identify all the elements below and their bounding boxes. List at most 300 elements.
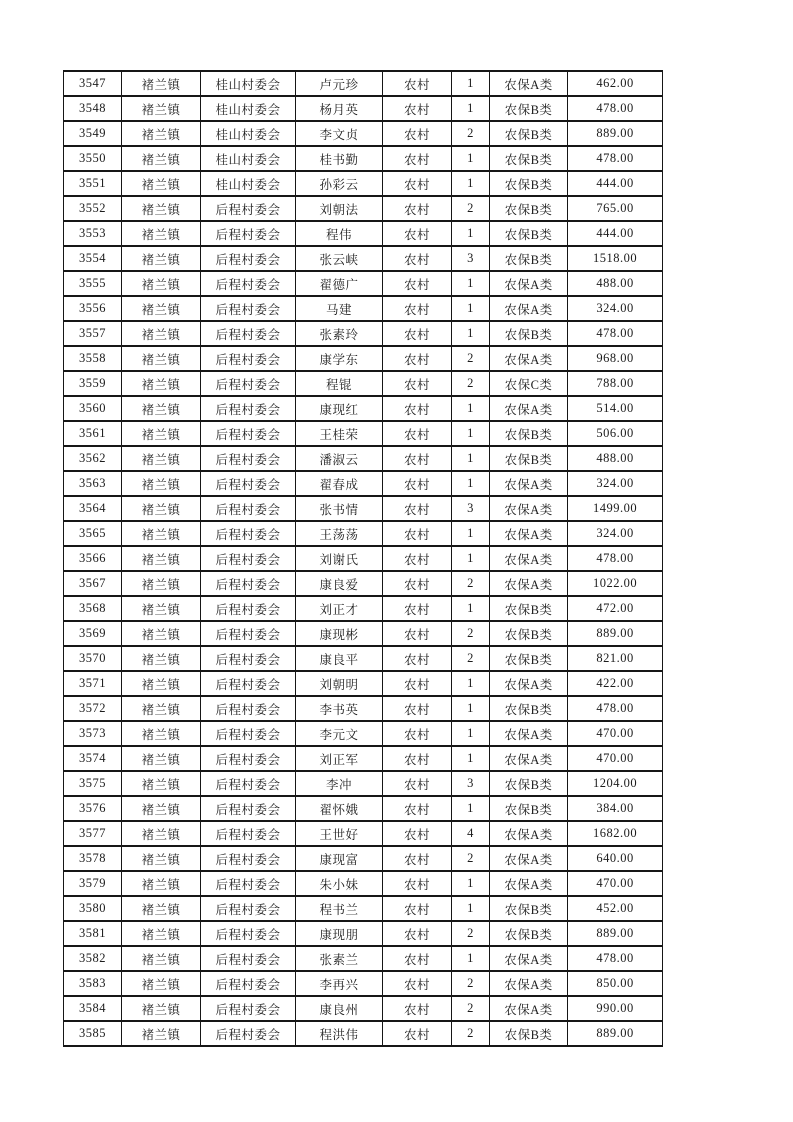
cell-amount: 478.00 <box>568 546 663 571</box>
cell-town: 褚兰镇 <box>122 971 201 996</box>
cell-area-type: 农村 <box>383 746 452 771</box>
cell-village-committee: 后程村委会 <box>201 496 296 521</box>
cell-insurance-category: 农保B类 <box>490 621 568 646</box>
table-row <box>64 996 663 1021</box>
cell-amount: 324.00 <box>568 521 663 546</box>
cell-person-name: 李书英 <box>296 696 383 721</box>
cell-person-name: 潘淑云 <box>296 446 383 471</box>
cell-person-name: 康良爱 <box>296 571 383 596</box>
cell-area-type: 农村 <box>383 271 452 296</box>
table-row <box>64 771 663 796</box>
cell-area-type: 农村 <box>383 146 452 171</box>
cell-town: 褚兰镇 <box>122 721 201 746</box>
cell-town: 褚兰镇 <box>122 746 201 771</box>
cell-village-committee: 后程村委会 <box>201 396 296 421</box>
cell-amount: 422.00 <box>568 671 663 696</box>
cell-amount: 889.00 <box>568 921 663 946</box>
cell-amount: 640.00 <box>568 846 663 871</box>
table-row <box>64 721 663 746</box>
cell-village-committee: 后程村委会 <box>201 421 296 446</box>
cell-town: 褚兰镇 <box>122 171 201 196</box>
cell-village-committee: 后程村委会 <box>201 771 296 796</box>
cell-village-committee: 后程村委会 <box>201 446 296 471</box>
cell-town: 褚兰镇 <box>122 321 201 346</box>
cell-serial-number: 3556 <box>64 296 122 321</box>
cell-person-count: 1 <box>452 546 490 571</box>
cell-person-count: 3 <box>452 246 490 271</box>
cell-town: 褚兰镇 <box>122 571 201 596</box>
cell-amount: 821.00 <box>568 646 663 671</box>
cell-village-committee: 后程村委会 <box>201 196 296 221</box>
cell-person-name: 刘正才 <box>296 596 383 621</box>
cell-person-name: 卢元珍 <box>296 71 383 96</box>
cell-amount: 478.00 <box>568 96 663 121</box>
cell-person-count: 2 <box>452 996 490 1021</box>
cell-village-committee: 后程村委会 <box>201 721 296 746</box>
cell-insurance-category: 农保A类 <box>490 846 568 871</box>
cell-town: 褚兰镇 <box>122 696 201 721</box>
cell-serial-number: 3553 <box>64 221 122 246</box>
table-row <box>64 521 663 546</box>
cell-person-count: 2 <box>452 346 490 371</box>
cell-town: 褚兰镇 <box>122 671 201 696</box>
table-row <box>64 596 663 621</box>
cell-serial-number: 3568 <box>64 596 122 621</box>
cell-serial-number: 3551 <box>64 171 122 196</box>
cell-person-count: 3 <box>452 771 490 796</box>
cell-serial-number: 3565 <box>64 521 122 546</box>
cell-person-name: 康良州 <box>296 996 383 1021</box>
cell-amount: 478.00 <box>568 946 663 971</box>
table-row <box>64 896 663 921</box>
cell-person-name: 王荡荡 <box>296 521 383 546</box>
cell-insurance-category: 农保B类 <box>490 896 568 921</box>
cell-serial-number: 3575 <box>64 771 122 796</box>
cell-serial-number: 3548 <box>64 96 122 121</box>
cell-amount: 968.00 <box>568 346 663 371</box>
cell-person-count: 4 <box>452 821 490 846</box>
cell-insurance-category: 农保B类 <box>490 121 568 146</box>
cell-person-name: 康现朋 <box>296 921 383 946</box>
cell-amount: 1518.00 <box>568 246 663 271</box>
cell-person-count: 1 <box>452 171 490 196</box>
table-row <box>64 546 663 571</box>
cell-amount: 990.00 <box>568 996 663 1021</box>
cell-area-type: 农村 <box>383 321 452 346</box>
cell-town: 褚兰镇 <box>122 421 201 446</box>
cell-amount: 384.00 <box>568 796 663 821</box>
cell-person-name: 张云峡 <box>296 246 383 271</box>
cell-village-committee: 后程村委会 <box>201 271 296 296</box>
cell-person-name: 张素玲 <box>296 321 383 346</box>
cell-person-count: 2 <box>452 646 490 671</box>
table-row <box>64 471 663 496</box>
cell-serial-number: 3579 <box>64 871 122 896</box>
cell-serial-number: 3570 <box>64 646 122 671</box>
cell-town: 褚兰镇 <box>122 896 201 921</box>
cell-person-name: 桂书勤 <box>296 146 383 171</box>
cell-amount: 514.00 <box>568 396 663 421</box>
cell-insurance-category: 农保B类 <box>490 321 568 346</box>
cell-serial-number: 3578 <box>64 846 122 871</box>
cell-insurance-category: 农保A类 <box>490 821 568 846</box>
table-row <box>64 396 663 421</box>
cell-town: 褚兰镇 <box>122 921 201 946</box>
cell-area-type: 农村 <box>383 671 452 696</box>
cell-village-committee: 后程村委会 <box>201 896 296 921</box>
cell-serial-number: 3569 <box>64 621 122 646</box>
cell-person-count: 2 <box>452 371 490 396</box>
table-row <box>64 171 663 196</box>
cell-village-committee: 后程村委会 <box>201 821 296 846</box>
cell-person-name: 康良平 <box>296 646 383 671</box>
cell-area-type: 农村 <box>383 496 452 521</box>
cell-person-name: 李冲 <box>296 771 383 796</box>
cell-insurance-category: 农保A类 <box>490 496 568 521</box>
cell-area-type: 农村 <box>383 696 452 721</box>
cell-village-committee: 后程村委会 <box>201 696 296 721</box>
cell-serial-number: 3547 <box>64 71 122 96</box>
table-row <box>64 296 663 321</box>
cell-area-type: 农村 <box>383 996 452 1021</box>
cell-town: 褚兰镇 <box>122 646 201 671</box>
cell-village-committee: 桂山村委会 <box>201 121 296 146</box>
cell-serial-number: 3564 <box>64 496 122 521</box>
cell-village-committee: 后程村委会 <box>201 596 296 621</box>
cell-village-committee: 后程村委会 <box>201 321 296 346</box>
cell-area-type: 农村 <box>383 771 452 796</box>
cell-insurance-category: 农保A类 <box>490 746 568 771</box>
cell-person-name: 翟怀娥 <box>296 796 383 821</box>
cell-person-count: 1 <box>452 421 490 446</box>
cell-serial-number: 3566 <box>64 546 122 571</box>
cell-person-count: 2 <box>452 846 490 871</box>
cell-serial-number: 3563 <box>64 471 122 496</box>
cell-area-type: 农村 <box>383 946 452 971</box>
cell-serial-number: 3584 <box>64 996 122 1021</box>
cell-area-type: 农村 <box>383 596 452 621</box>
pension-subsidy-table <box>63 70 663 1047</box>
cell-insurance-category: 农保B类 <box>490 796 568 821</box>
cell-town: 褚兰镇 <box>122 771 201 796</box>
cell-person-name: 李元文 <box>296 721 383 746</box>
cell-amount: 765.00 <box>568 196 663 221</box>
cell-amount: 462.00 <box>568 71 663 96</box>
cell-insurance-category: 农保B类 <box>490 446 568 471</box>
cell-amount: 488.00 <box>568 446 663 471</box>
cell-village-committee: 后程村委会 <box>201 846 296 871</box>
cell-person-name: 孙彩云 <box>296 171 383 196</box>
table-row <box>64 846 663 871</box>
table-row <box>64 646 663 671</box>
table-row <box>64 271 663 296</box>
cell-insurance-category: 农保B类 <box>490 146 568 171</box>
cell-town: 褚兰镇 <box>122 246 201 271</box>
cell-village-committee: 后程村委会 <box>201 746 296 771</box>
table-row <box>64 96 663 121</box>
cell-serial-number: 3550 <box>64 146 122 171</box>
table-body <box>64 71 663 1046</box>
cell-amount: 452.00 <box>568 896 663 921</box>
cell-town: 褚兰镇 <box>122 546 201 571</box>
cell-person-count: 1 <box>452 296 490 321</box>
cell-insurance-category: 农保A类 <box>490 871 568 896</box>
cell-area-type: 农村 <box>383 796 452 821</box>
cell-insurance-category: 农保A类 <box>490 521 568 546</box>
cell-person-count: 2 <box>452 571 490 596</box>
cell-person-count: 1 <box>452 321 490 346</box>
cell-serial-number: 3573 <box>64 721 122 746</box>
cell-village-committee: 后程村委会 <box>201 946 296 971</box>
cell-village-committee: 后程村委会 <box>201 871 296 896</box>
table-row <box>64 571 663 596</box>
cell-amount: 1499.00 <box>568 496 663 521</box>
cell-insurance-category: 农保B类 <box>490 196 568 221</box>
cell-area-type: 农村 <box>383 1021 452 1046</box>
cell-village-committee: 后程村委会 <box>201 971 296 996</box>
cell-serial-number: 3574 <box>64 746 122 771</box>
cell-person-name: 王世好 <box>296 821 383 846</box>
cell-person-count: 2 <box>452 1021 490 1046</box>
cell-serial-number: 3562 <box>64 446 122 471</box>
cell-serial-number: 3572 <box>64 696 122 721</box>
table-row <box>64 696 663 721</box>
cell-insurance-category: 农保B类 <box>490 596 568 621</box>
cell-area-type: 农村 <box>383 296 452 321</box>
cell-insurance-category: 农保A类 <box>490 271 568 296</box>
cell-amount: 444.00 <box>568 221 663 246</box>
cell-insurance-category: 农保B类 <box>490 1021 568 1046</box>
cell-amount: 1682.00 <box>568 821 663 846</box>
cell-village-committee: 后程村委会 <box>201 296 296 321</box>
cell-insurance-category: 农保A类 <box>490 71 568 96</box>
cell-amount: 889.00 <box>568 1021 663 1046</box>
cell-town: 褚兰镇 <box>122 221 201 246</box>
cell-person-name: 王桂荣 <box>296 421 383 446</box>
cell-person-count: 1 <box>452 671 490 696</box>
cell-town: 褚兰镇 <box>122 621 201 646</box>
cell-person-count: 1 <box>452 796 490 821</box>
cell-area-type: 农村 <box>383 821 452 846</box>
cell-area-type: 农村 <box>383 896 452 921</box>
cell-person-count: 2 <box>452 196 490 221</box>
cell-area-type: 农村 <box>383 196 452 221</box>
table-row <box>64 371 663 396</box>
cell-insurance-category: 农保A类 <box>490 971 568 996</box>
cell-insurance-category: 农保B类 <box>490 646 568 671</box>
cell-person-count: 1 <box>452 96 490 121</box>
cell-amount: 472.00 <box>568 596 663 621</box>
cell-town: 褚兰镇 <box>122 371 201 396</box>
cell-area-type: 农村 <box>383 571 452 596</box>
cell-area-type: 农村 <box>383 446 452 471</box>
table-row <box>64 446 663 471</box>
cell-town: 褚兰镇 <box>122 446 201 471</box>
cell-person-name: 刘谢氏 <box>296 546 383 571</box>
cell-town: 褚兰镇 <box>122 71 201 96</box>
cell-area-type: 农村 <box>383 396 452 421</box>
cell-person-name: 康现红 <box>296 396 383 421</box>
cell-village-committee: 桂山村委会 <box>201 171 296 196</box>
cell-person-count: 1 <box>452 471 490 496</box>
cell-insurance-category: 农保A类 <box>490 346 568 371</box>
table-row <box>64 746 663 771</box>
cell-insurance-category: 农保A类 <box>490 996 568 1021</box>
cell-serial-number: 3577 <box>64 821 122 846</box>
cell-person-name: 刘朝明 <box>296 671 383 696</box>
cell-town: 褚兰镇 <box>122 846 201 871</box>
table-row <box>64 921 663 946</box>
cell-person-name: 杨月英 <box>296 96 383 121</box>
cell-serial-number: 3583 <box>64 971 122 996</box>
cell-person-count: 1 <box>452 396 490 421</box>
cell-area-type: 农村 <box>383 621 452 646</box>
cell-serial-number: 3555 <box>64 271 122 296</box>
cell-person-name: 程伟 <box>296 221 383 246</box>
table-row <box>64 346 663 371</box>
cell-village-committee: 后程村委会 <box>201 521 296 546</box>
cell-person-count: 1 <box>452 446 490 471</box>
table-row <box>64 671 663 696</box>
cell-amount: 506.00 <box>568 421 663 446</box>
cell-person-name: 程洪伟 <box>296 1021 383 1046</box>
cell-person-count: 1 <box>452 521 490 546</box>
table-row <box>64 221 663 246</box>
cell-area-type: 农村 <box>383 96 452 121</box>
cell-amount: 488.00 <box>568 271 663 296</box>
cell-insurance-category: 农保A类 <box>490 546 568 571</box>
table-row <box>64 496 663 521</box>
cell-person-count: 1 <box>452 721 490 746</box>
cell-village-committee: 后程村委会 <box>201 621 296 646</box>
cell-area-type: 农村 <box>383 871 452 896</box>
cell-insurance-category: 农保A类 <box>490 946 568 971</box>
cell-area-type: 农村 <box>383 921 452 946</box>
table-row <box>64 121 663 146</box>
cell-area-type: 农村 <box>383 221 452 246</box>
cell-serial-number: 3552 <box>64 196 122 221</box>
cell-person-name: 朱小妹 <box>296 871 383 896</box>
table-row <box>64 421 663 446</box>
cell-village-committee: 桂山村委会 <box>201 96 296 121</box>
cell-village-committee: 后程村委会 <box>201 346 296 371</box>
cell-person-name: 康现富 <box>296 846 383 871</box>
cell-serial-number: 3567 <box>64 571 122 596</box>
cell-insurance-category: 农保B类 <box>490 921 568 946</box>
cell-town: 褚兰镇 <box>122 296 201 321</box>
cell-person-count: 1 <box>452 146 490 171</box>
cell-town: 褚兰镇 <box>122 396 201 421</box>
cell-person-count: 3 <box>452 496 490 521</box>
cell-insurance-category: 农保B类 <box>490 221 568 246</box>
cell-person-count: 1 <box>452 746 490 771</box>
table-row <box>64 321 663 346</box>
cell-village-committee: 后程村委会 <box>201 546 296 571</box>
cell-serial-number: 3554 <box>64 246 122 271</box>
cell-serial-number: 3576 <box>64 796 122 821</box>
table-row <box>64 71 663 96</box>
cell-town: 褚兰镇 <box>122 96 201 121</box>
cell-village-committee: 后程村委会 <box>201 1021 296 1046</box>
cell-town: 褚兰镇 <box>122 496 201 521</box>
table-row <box>64 946 663 971</box>
cell-village-committee: 后程村委会 <box>201 571 296 596</box>
cell-person-name: 程锟 <box>296 371 383 396</box>
cell-person-name: 康学东 <box>296 346 383 371</box>
cell-area-type: 农村 <box>383 346 452 371</box>
cell-insurance-category: 农保A类 <box>490 721 568 746</box>
cell-area-type: 农村 <box>383 721 452 746</box>
cell-village-committee: 后程村委会 <box>201 246 296 271</box>
cell-serial-number: 3571 <box>64 671 122 696</box>
cell-person-count: 1 <box>452 871 490 896</box>
cell-area-type: 农村 <box>383 846 452 871</box>
cell-person-count: 2 <box>452 921 490 946</box>
cell-area-type: 农村 <box>383 171 452 196</box>
cell-person-name: 李文贞 <box>296 121 383 146</box>
cell-amount: 1204.00 <box>568 771 663 796</box>
cell-serial-number: 3561 <box>64 421 122 446</box>
cell-area-type: 农村 <box>383 521 452 546</box>
cell-village-committee: 后程村委会 <box>201 471 296 496</box>
cell-person-count: 1 <box>452 696 490 721</box>
cell-insurance-category: 农保A类 <box>490 296 568 321</box>
cell-person-name: 张书情 <box>296 496 383 521</box>
table-row <box>64 196 663 221</box>
cell-area-type: 农村 <box>383 371 452 396</box>
cell-amount: 850.00 <box>568 971 663 996</box>
cell-town: 褚兰镇 <box>122 146 201 171</box>
cell-serial-number: 3581 <box>64 921 122 946</box>
cell-amount: 478.00 <box>568 321 663 346</box>
cell-insurance-category: 农保A类 <box>490 396 568 421</box>
cell-person-name: 康现彬 <box>296 621 383 646</box>
cell-serial-number: 3557 <box>64 321 122 346</box>
cell-serial-number: 3559 <box>64 371 122 396</box>
cell-village-committee: 后程村委会 <box>201 671 296 696</box>
cell-person-count: 1 <box>452 71 490 96</box>
cell-village-committee: 桂山村委会 <box>201 71 296 96</box>
cell-amount: 478.00 <box>568 696 663 721</box>
cell-amount: 788.00 <box>568 371 663 396</box>
cell-insurance-category: 农保C类 <box>490 371 568 396</box>
cell-town: 褚兰镇 <box>122 796 201 821</box>
cell-serial-number: 3549 <box>64 121 122 146</box>
cell-person-count: 1 <box>452 271 490 296</box>
cell-serial-number: 3580 <box>64 896 122 921</box>
cell-person-count: 2 <box>452 621 490 646</box>
cell-amount: 889.00 <box>568 621 663 646</box>
cell-person-name: 刘朝法 <box>296 196 383 221</box>
cell-town: 褚兰镇 <box>122 946 201 971</box>
cell-person-name: 马建 <box>296 296 383 321</box>
cell-insurance-category: 农保B类 <box>490 771 568 796</box>
cell-person-count: 1 <box>452 896 490 921</box>
cell-town: 褚兰镇 <box>122 121 201 146</box>
cell-village-committee: 后程村委会 <box>201 646 296 671</box>
cell-area-type: 农村 <box>383 246 452 271</box>
cell-insurance-category: 农保B类 <box>490 421 568 446</box>
cell-insurance-category: 农保A类 <box>490 471 568 496</box>
table-row <box>64 246 663 271</box>
table-row <box>64 821 663 846</box>
cell-person-name: 翟德广 <box>296 271 383 296</box>
cell-serial-number: 3585 <box>64 1021 122 1046</box>
cell-amount: 324.00 <box>568 296 663 321</box>
cell-person-name: 张素兰 <box>296 946 383 971</box>
cell-person-count: 2 <box>452 971 490 996</box>
cell-town: 褚兰镇 <box>122 471 201 496</box>
